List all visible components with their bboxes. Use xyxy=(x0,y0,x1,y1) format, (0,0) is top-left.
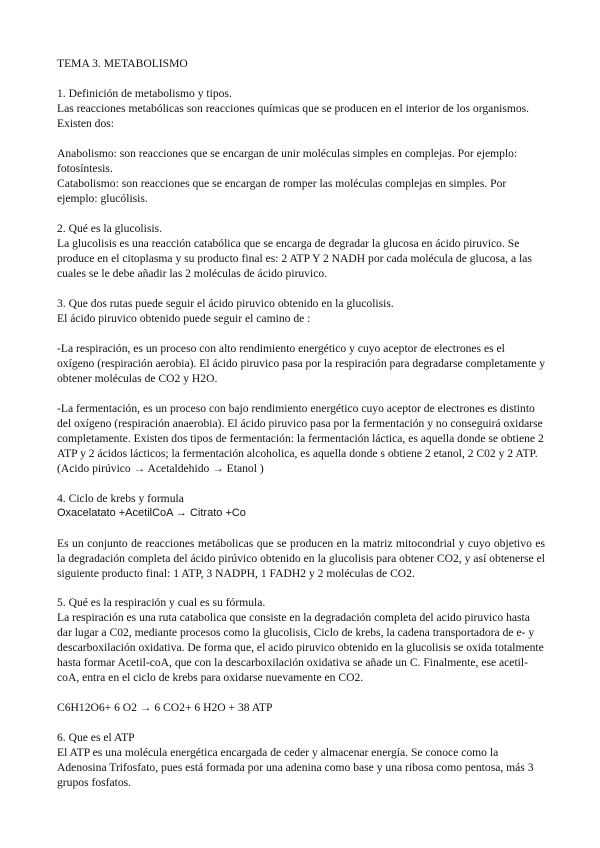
respiration-formula: C6H12O6+ 6 O2 → 6 CO2+ 6 H2O + 38 ATP xyxy=(57,701,273,714)
section-4-heading: 4. Ciclo de krebs y formula xyxy=(57,492,184,505)
section-5-body: La respiración es una ruta catabolica que consiste en la degradación completa del acido piruvico hasta dar lugar a C02, mediante procesos como la glucolisis, Ciclo de krebs, la cadena transportadora de e- y descarboxilación oxidativa. De forma que, el acido piruvico obtenido en la glucolisis se oxida totalmente hasta formar Acetil-coA, que con la descarboxilación oxidativa se añade un C. Finalmente, ese acetil-coA, entra en el ciclo de krebs para oxidarse nuevamente en CO2. xyxy=(57,611,544,684)
respiracion-paragraph: -La respiración, es un proceso con alto rendimiento energético y cuyo aceptor de electrones es el oxígeno (respiración aerobia). El ácido piruvico pasa por la respiración para degradarse completamente y obtener moléculas de CO2 y H2O. xyxy=(57,342,546,385)
krebs-formula: Oxacelatato +AcetilCoA → Citrato +Co xyxy=(57,507,246,519)
section-3-heading: 3. Que dos rutas puede seguir el ácido piruvico obtenido en la glucolisis. xyxy=(57,297,394,310)
fermentacion-paragraph: -La fermentación, es un proceso con bajo rendimiento energético cuyo aceptor de electrones es distinto del oxígeno (respiración anaerobia). El ácido piruvico pasa por la fermentación y no conseguirá oxidarse completamente. Existen dos tipos de fermentación: la fermentación láctica, es aquella donde se obtiene 2 ATP y 2 ácidos lácticos; la fermentación alcoholica, es aquella donde s obtiene 2 etanol, 2 C02 y 2 ATP. (Acido pirúvico → Acetaldehido → Etanol ) xyxy=(57,402,544,475)
section-2-body: La glucolisis es una reacción catabólica que se encarga de degradar la glucosa en ácido piruvico. Se produce en el citoplasma y su producto final es: 2 ATP Y 2 NADH por cada molécula de glucosa, a las cuales se le debe añadir las 2 moléculas de ácido piruvico. xyxy=(57,237,532,280)
document-page xyxy=(57,56,545,790)
document-title: TEMA 3. METABOLISMO xyxy=(57,57,188,70)
section-6-body: El ATP es una molécula energética encargada de ceder y almacenar energía. Se conoce como la Adenosina Trifosfato, pues está formada por una adenina como base y una ribosa como pentosa, más 3 grupos fosfatos. xyxy=(57,746,534,789)
section-4-body: Es un conjunto de reacciones metábolicas que se producen en la matriz mitocondrial y cuyo objetivo es la degradación completa del ácido pirúvico obtenido en la glucolisis para obtener CO2, y así obtenerse el siguiente producto final: 1 ATP, 3 NADPH, 1 FADH2 y 2 moléculas de CO2. xyxy=(57,537,545,580)
section-1-heading: 1. Definición de metabolismo y tipos. xyxy=(57,87,232,100)
section-5-heading: 5. Qué es la respiración y cual es su fórmula. xyxy=(57,596,266,609)
catabolismo-paragraph: Catabolismo: son reacciones que se encargan de romper las moléculas complejas en simples. Por ejemplo: glucólisis. xyxy=(57,177,507,205)
anabolismo-paragraph: Anabolismo: son reacciones que se encargan de unir moléculas simples en complejas. Por ejemplo: fotosíntesis. xyxy=(57,147,518,175)
section-3-intro: El ácido piruvico obtenido puede seguir el camino de : xyxy=(57,312,311,325)
section-1-intro: Las reacciones metabólicas son reacciones químicas que se producen en el interior de los organismos. Existen dos: xyxy=(57,102,530,130)
section-2-heading: 2. Qué es la glucolisis. xyxy=(57,222,162,235)
section-6-heading: 6. Que es el ATP xyxy=(57,731,135,744)
